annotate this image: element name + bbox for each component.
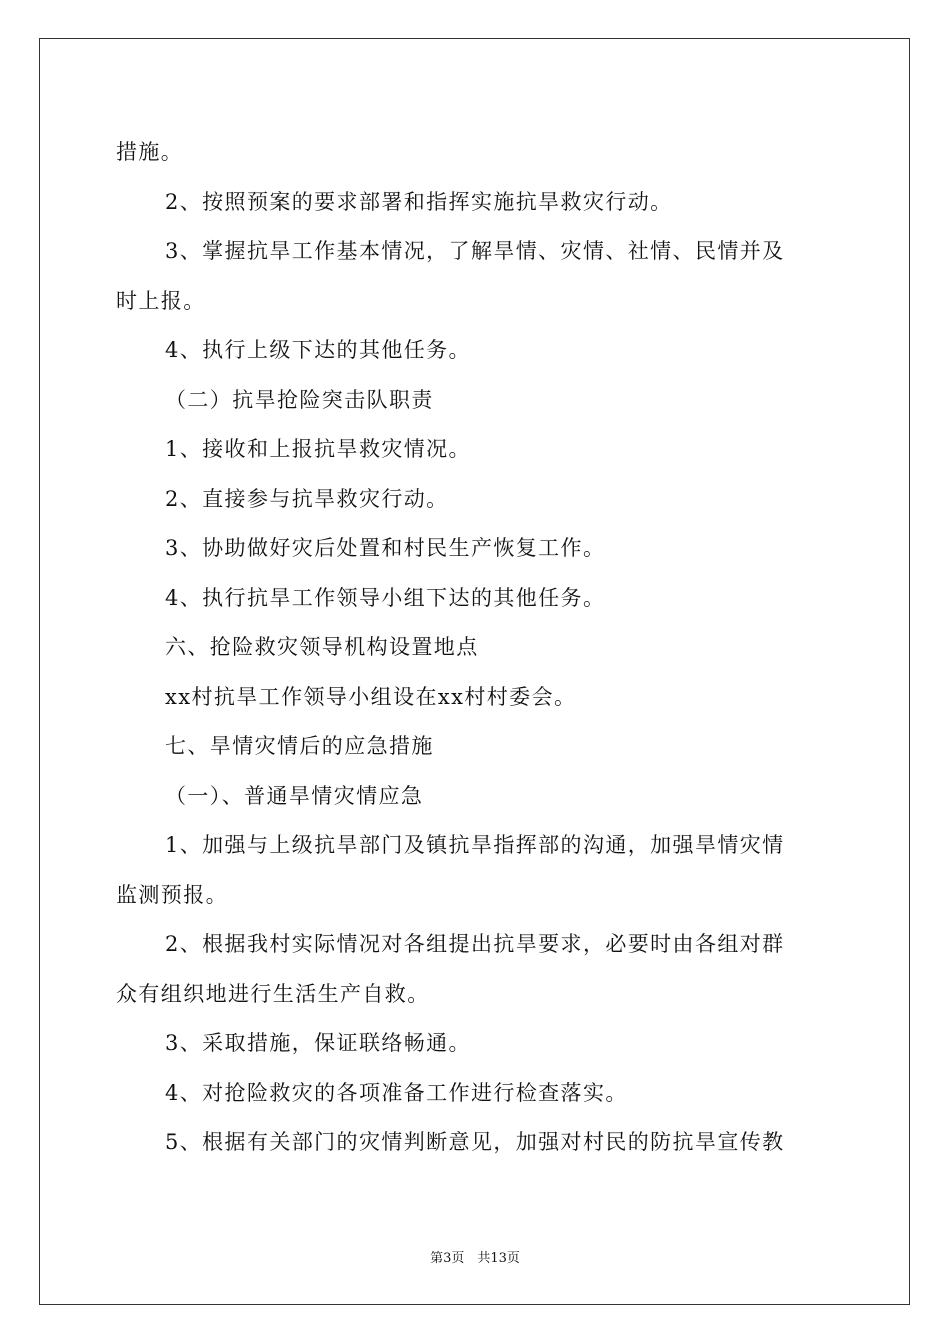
document-body [116, 128, 836, 1168]
paragraph-line: 5、根据有关部门的灾情判断意见，加强对村民的防抗旱宣传教 [165, 1130, 785, 1154]
paragraph-line: （一）、普通旱情灾情应急 [165, 783, 424, 808]
paragraph-line: 2、按照预案的要求部署和指挥实施抗旱救灾行动。 [165, 189, 673, 214]
paragraph-line: 3、采取措施，保证联络畅通。 [165, 1031, 471, 1055]
paragraph-line: 七、旱情灾情后的应急措施 [165, 734, 434, 758]
paragraph-line: 4、执行抗旱工作领导小组下达的其他任务。 [165, 585, 606, 610]
paragraph-line: 1、加强与上级抗旱部门及镇抗旱指挥部的沟通，加强旱情灾情 [165, 833, 785, 857]
paragraph-line: 众有组织地进行生活生产自救。 [116, 981, 430, 1006]
paragraph-line: 3、协助做好灾后处置和村民生产恢复工作。 [165, 536, 606, 560]
page-footer: 第3页 共13页 [430, 1251, 520, 1266]
paragraph-line: 2、根据我村实际情况对各组提出抗旱要求，必要时由各组对群 [165, 932, 785, 956]
paragraph-line: 六、抢险救灾领导机构设置地点 [165, 635, 479, 659]
paragraph-line: 时上报。 [116, 288, 206, 313]
paragraph-line: 3、掌握抗旱工作基本情况，了解旱情、灾情、社情、民情并及 [165, 239, 785, 263]
paragraph-line: 1、接收和上报抗旱救灾情况。 [165, 437, 471, 461]
paragraph-line: 2、直接参与抗旱救灾行动。 [165, 486, 449, 511]
paragraph-line: 措施。 [116, 140, 184, 164]
paragraph-line: 4、对抢险救灾的各项准备工作进行检查落实。 [165, 1080, 628, 1105]
paragraph-line: 4、执行上级下达的其他任务。 [165, 338, 471, 362]
paragraph-line: （二）抗旱抢险突击队职责 [165, 387, 434, 412]
paragraph-line: xx村抗旱工作领导小组设在xx村村委会。 [165, 684, 577, 709]
paragraph-line: 监测预报。 [116, 882, 228, 907]
